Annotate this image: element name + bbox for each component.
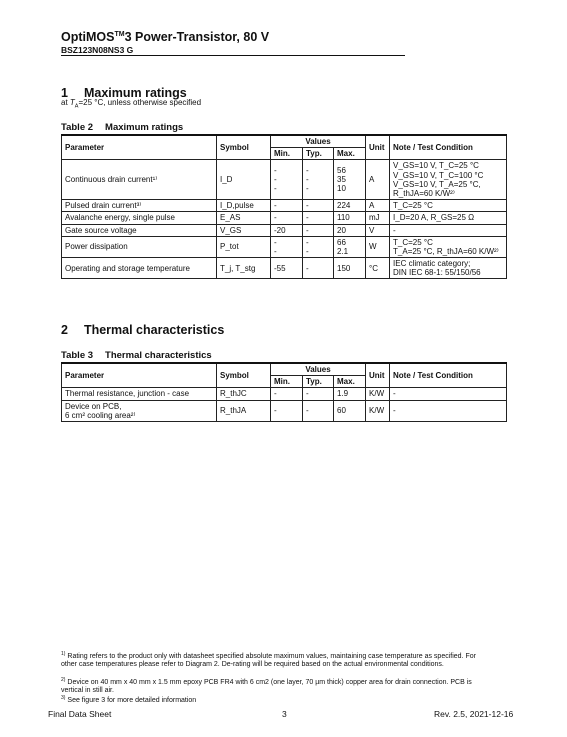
cell-max: 66 2.1 — [334, 236, 366, 257]
footnote-1: $^{1)}$ Rating refers to the product only with datasheet specified absolute maximum values, maintaining case temperature as specified. For other case temperatures please refer to Diagram 2. De-rating will be required based on the actual environmental conditions. — [61, 651, 476, 669]
cell-parameter: Avalanche energy, single pulse — [62, 212, 217, 224]
header-unit: Unit — [366, 363, 390, 388]
cell-min: - — [271, 400, 303, 421]
cell-symbol: R_thJC — [217, 388, 271, 400]
header-typ: Typ. — [303, 376, 334, 388]
cell-symbol: I_D — [217, 160, 271, 200]
part-number: BSZ123N08NS3 G — [61, 45, 134, 55]
cell-min: -55 — [271, 258, 303, 279]
table-2-caption: Table 2 Maximum ratings — [61, 122, 184, 133]
cell-unit: A — [366, 200, 390, 212]
footnote-3: $^{3)}$ See figure 3 for more detailed information — [61, 695, 197, 704]
cell-max: 110 — [334, 212, 366, 224]
cell-unit: K/W — [366, 400, 390, 421]
footnote-2: $^{2)}$ Device on 40 mm x 40 mm x 1.5 mm epoxy PCB FR4 with 6 cm2 (one layer, 70 µm thick) copper area for drain connection. PCB is vertical in still air. — [61, 677, 472, 695]
cell-note: T_C=25 °C — [390, 200, 507, 212]
thermal-characteristics-table — [61, 362, 507, 422]
header-note: Note / Test Condition — [390, 363, 507, 388]
cell-parameter: Device on PCB, 6 cm² cooling area²⁾ — [62, 400, 217, 421]
cell-note: I_D=20 A, R_GS=25 Ω — [390, 212, 507, 224]
table-row — [62, 224, 507, 236]
cell-unit: °C — [366, 258, 390, 279]
section-1-heading: 1 Maximum ratings — [61, 86, 187, 100]
header-min: Min. — [271, 376, 303, 388]
cell-typ: - - — [303, 236, 334, 257]
cell-typ: - — [303, 258, 334, 279]
cell-max: 20 — [334, 224, 366, 236]
cell-min: - — [271, 388, 303, 400]
cell-typ: - — [303, 388, 334, 400]
cell-parameter: Power dissipation — [62, 236, 217, 257]
cell-max: 224 — [334, 200, 366, 212]
table-row — [62, 200, 507, 212]
header-symbol: Symbol — [217, 135, 271, 160]
header-parameter: Parameter — [62, 363, 217, 388]
cell-typ: - - - — [303, 160, 334, 200]
cell-unit: K/W — [366, 388, 390, 400]
header-max: Max. — [334, 148, 366, 160]
cell-symbol: R_thJA — [217, 400, 271, 421]
cell-note: T_C=25 °C T_A=25 °C, R_thJA=60 K/W²⁾ — [390, 236, 507, 257]
header-values: Values — [271, 135, 366, 148]
cell-min: - — [271, 200, 303, 212]
cell-min: - — [271, 212, 303, 224]
cell-parameter: Thermal resistance, junction - case — [62, 388, 217, 400]
cell-parameter: Gate source voltage — [62, 224, 217, 236]
footer-page-number: 3 — [282, 709, 287, 719]
cell-max: 1.9 — [334, 388, 366, 400]
cell-typ: - — [303, 224, 334, 236]
cell-unit: V — [366, 224, 390, 236]
cell-unit: mJ — [366, 212, 390, 224]
section-2-heading: 2 Thermal characteristics — [61, 323, 225, 337]
cell-symbol: E_AS — [217, 212, 271, 224]
cell-parameter: Operating and storage temperature — [62, 258, 217, 279]
cell-note: - — [390, 388, 507, 400]
document-title: OptiMOS™3 Power-Transistor, 80 V — [61, 30, 270, 44]
table-row — [62, 388, 507, 400]
header-symbol: Symbol — [217, 363, 271, 388]
header-min: Min. — [271, 148, 303, 160]
cell-note: - — [390, 224, 507, 236]
table-row — [62, 258, 507, 279]
cell-symbol: T_j, T_stg — [217, 258, 271, 279]
cell-note: V_GS=10 V, T_C=25 °C V_GS=10 V, T_C=100 °C V_GS=10 V, T_A=25 °C, R_thJA=60 K/W²⁾ — [390, 160, 507, 200]
cell-max: 60 — [334, 400, 366, 421]
cell-symbol: V_GS — [217, 224, 271, 236]
header-divider — [61, 55, 405, 56]
header-values: Values — [271, 363, 366, 376]
cell-parameter: Continuous drain current¹⁾ — [62, 160, 217, 200]
header-parameter: Parameter — [62, 135, 217, 160]
table-row — [62, 160, 507, 200]
footer-doc-type: Final Data Sheet — [48, 709, 112, 719]
cell-parameter: Pulsed drain current³⁾ — [62, 200, 217, 212]
cell-max: 56 35 10 — [334, 160, 366, 200]
footer-revision: Rev. 2.5, 2021-12-16 — [434, 709, 514, 719]
cell-min: -20 — [271, 224, 303, 236]
cell-typ: - — [303, 212, 334, 224]
cell-symbol: I_D,pulse — [217, 200, 271, 212]
cell-note: - — [390, 400, 507, 421]
cell-unit: A — [366, 160, 390, 200]
cell-note: IEC climatic category; DIN IEC 68-1: 55/150/56 — [390, 258, 507, 279]
cell-min: - - - — [271, 160, 303, 200]
cell-min: - - — [271, 236, 303, 257]
header-unit: Unit — [366, 135, 390, 160]
header-note: Note / Test Condition — [390, 135, 507, 160]
table-row — [62, 212, 507, 224]
maximum-ratings-table — [61, 134, 507, 279]
table-3-caption: Table 3 Thermal characteristics — [61, 350, 212, 361]
section-1-subtitle: at $T_A=25$ °C, unless otherwise specified — [61, 98, 202, 110]
header-typ: Typ. — [303, 148, 334, 160]
table-row — [62, 400, 507, 421]
cell-max: 150 — [334, 258, 366, 279]
cell-symbol: P_tot — [217, 236, 271, 257]
table-row — [62, 236, 507, 257]
cell-typ: - — [303, 200, 334, 212]
header-max: Max. — [334, 376, 366, 388]
cell-typ: - — [303, 400, 334, 421]
cell-unit: W — [366, 236, 390, 257]
